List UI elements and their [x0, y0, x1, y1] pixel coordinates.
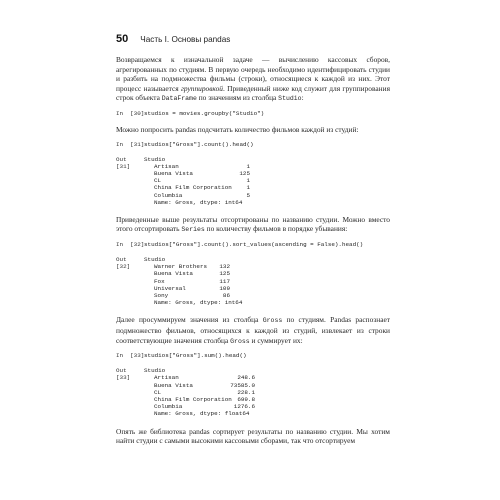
series-label: Buena Vista — [154, 381, 193, 389]
paragraph-sum: Далее просуммируем значения из столбца Gross по студиям. Pandas распознает подмножество фильмов, относящихся к каждой из студий, извлекает из строки соответствующие значения столбца Gross и суммирует их: — [116, 315, 390, 345]
series-row — [144, 382, 255, 389]
index-name: Studio — [144, 256, 166, 264]
input-prompt: In [33] — [116, 352, 145, 360]
code-line: studios["Gross"].count().sort_values(ascending = False).head() — [144, 241, 364, 249]
series-value: 109 — [219, 284, 230, 292]
series-output — [144, 256, 242, 306]
input-prompt: In [32] — [116, 241, 145, 249]
series-label: Artisan — [154, 162, 179, 170]
series-label: Warner Brothers — [154, 263, 208, 271]
series-row — [144, 184, 250, 191]
series-value: 132 — [219, 263, 230, 271]
series-label: Fox — [154, 277, 165, 285]
page-header — [116, 33, 230, 45]
code-input-30 — [116, 110, 390, 117]
code-output-33 — [116, 367, 390, 417]
paragraph-resort: Опять же библиотека pandas сортирует результаты по названию студии. Мы хотим найти студии с самыми высокими кассовыми сборами, так что отсортируем — [116, 426, 390, 446]
paragraph-grouping-intro: Возвращаемся к изначальной задаче — вычислению кассовых сборов, агрегированных по студиям. В первую очередь необходимо идентифицировать студии и разбить на подмножества фильмы (строки), относящиеся к каждой из них. Этот процесс называется группировкой. Приведенный ниже код служит для группирования строк объекта DataFrame по значениям из столбца Studio: — [116, 55, 390, 103]
series-value: 228.1 — [237, 388, 255, 396]
series-row — [144, 374, 255, 381]
output-prompt: Out [33] — [116, 367, 131, 382]
series-footer: Name: Gross, dtype: int64 — [154, 198, 243, 206]
series-footer: Name: Gross, dtype: float64 — [154, 410, 250, 418]
series-row — [144, 292, 242, 299]
series-label: CL — [154, 388, 162, 396]
index-name: Studio — [144, 367, 166, 375]
series-output — [144, 367, 255, 417]
code-line: studios["Gross"].count().head() — [144, 140, 254, 148]
series-row — [144, 177, 250, 184]
series-row — [144, 403, 255, 410]
series-value: 1 — [246, 162, 250, 170]
series-label: Universal — [154, 284, 186, 292]
series-label: Sony — [154, 292, 169, 300]
series-label: CL — [154, 177, 162, 185]
series-value: 248.6 — [237, 374, 255, 382]
series-value: 86 — [222, 292, 230, 300]
series-label: Buena Vista — [154, 270, 193, 278]
code-line: studios["Gross"].sum().head() — [144, 352, 247, 360]
page-number: 50 — [116, 33, 129, 45]
output-prompt: Out [32] — [116, 256, 131, 271]
series-value: 1276.6 — [233, 403, 255, 411]
page-content — [116, 55, 390, 451]
paragraph-sort: Приведенные выше результаты отсортированы по названию студии. Можно вместо этого отсортировать Series по количеству фильмов в порядке убывания: — [116, 214, 390, 234]
series-value: 125 — [219, 270, 230, 278]
running-head: Часть I. Основы pandas — [140, 35, 231, 44]
series-row — [144, 396, 255, 403]
series-label: Buena Vista — [154, 169, 193, 177]
input-prompt: In [30] — [116, 109, 145, 117]
series-row — [144, 192, 250, 199]
series-output — [144, 156, 250, 206]
series-row — [144, 263, 242, 270]
series-footer: Name: Gross, dtype: int64 — [154, 299, 243, 307]
code-line: studios = movies.groupby("Studio") — [144, 109, 265, 117]
series-value: 1 — [246, 177, 250, 185]
paragraph-count: Можно попросить pandas подсчитать количество фильмов каждой из студий: — [116, 124, 359, 134]
series-label: China Film Corporation — [154, 395, 232, 403]
series-value: 73585.0 — [230, 381, 255, 389]
series-label: Columbia — [154, 191, 183, 199]
series-label: Columbia — [154, 403, 183, 411]
input-prompt: In [31] — [116, 140, 145, 148]
series-value: 699.8 — [237, 395, 255, 403]
series-row — [144, 170, 250, 177]
series-label: Artisan — [154, 374, 179, 382]
code-input-32 — [116, 241, 390, 248]
series-row — [144, 389, 255, 396]
series-value: 5 — [246, 191, 250, 199]
series-row — [144, 163, 250, 170]
series-value: 117 — [219, 277, 230, 285]
series-value: 125 — [239, 169, 250, 177]
series-row — [144, 278, 242, 285]
code-input-31 — [116, 141, 390, 148]
code-input-33 — [116, 352, 390, 359]
series-row — [144, 270, 242, 277]
output-prompt: Out [31] — [116, 155, 131, 170]
code-output-31 — [116, 156, 390, 206]
series-row — [144, 285, 242, 292]
code-output-32 — [116, 256, 390, 306]
index-name: Studio — [144, 155, 166, 163]
series-label: China Film Corporation — [154, 184, 232, 192]
series-value: 1 — [246, 184, 250, 192]
